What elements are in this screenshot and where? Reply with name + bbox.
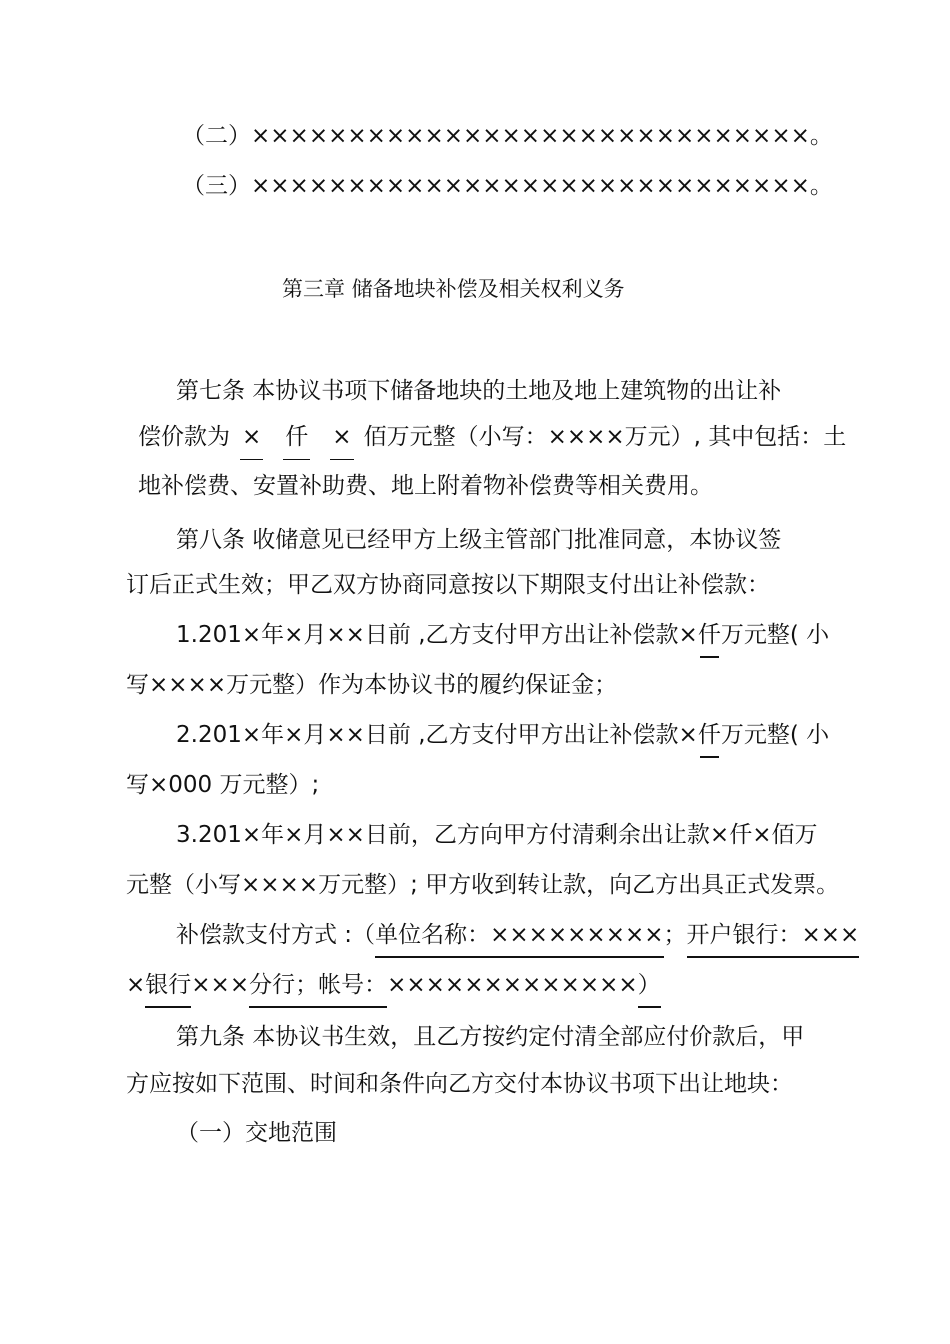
- payment-3-line-2: 元整（小写××××万元整）; 甲方收到转让款，向乙方出具正式发票。: [126, 872, 840, 898]
- item-three: （三）×××××××××××××××××××××××××××××。: [182, 173, 833, 199]
- amount-blank: 仟: [697, 622, 721, 648]
- bank-name-field: 银行: [145, 972, 192, 998]
- chapter-title: 第三章 储备地块补偿及相关权利义务: [282, 277, 625, 301]
- bank-field: 开户银行：×××: [686, 922, 860, 948]
- payment-1-text: 1.201×年×月××日前 ,乙方支付甲方出让补偿款×: [176, 622, 698, 648]
- amount-blank: 仟: [697, 722, 721, 748]
- payment-method-label: 补偿款支付方式 :（: [176, 922, 376, 948]
- amount-blank-2: 仟: [273, 422, 320, 452]
- amount-blank-1: ×: [230, 422, 273, 452]
- closing-paren: ）: [637, 972, 661, 998]
- account-number: ×××××××××××××: [387, 972, 638, 998]
- payment-3-line-1: 3.201×年×月××日前，乙方向甲方付清剩余出让款×仟×佰万: [176, 822, 818, 848]
- article-7-line-2: [138, 422, 846, 452]
- article-8-line-1: 第八条 收储意见已经甲方上级主管部门批准同意，本协议签: [176, 527, 782, 553]
- separator: ；: [663, 922, 687, 948]
- payment-1-line-1: [176, 620, 829, 650]
- payment-method-text: ×××: [191, 972, 250, 998]
- payment-1-text: 万元整( 小: [720, 622, 830, 648]
- article-7-text: 偿价款为: [138, 424, 230, 450]
- payment-2-text: 万元整( 小: [720, 722, 830, 748]
- branch-account-field: 分行；帐号：: [249, 972, 388, 998]
- payment-1-line-2: 写××××万元整）作为本协议书的履约保证金；: [126, 672, 618, 698]
- article-8-line-2: 订后正式生效；甲乙双方协商同意按以下期限支付出让补偿款：: [126, 572, 770, 598]
- article-9-line-1: 第九条 本协议书生效，且乙方按约定付清全部应付价款后，甲: [176, 1024, 805, 1050]
- payment-method-line-1: [176, 920, 859, 950]
- payment-method-text: ×: [126, 972, 146, 998]
- amount-blank-3: ×: [320, 422, 363, 452]
- payment-method-line-2: [126, 970, 661, 1000]
- item-two: （二）×××××××××××××××××××××××××××××。: [182, 123, 833, 149]
- article-7-line-3: 地补偿费、安置补助费、地上附着物补偿费等相关费用。: [138, 473, 713, 499]
- payment-2-text: 2.201×年×月××日前 ,乙方支付甲方出让补偿款×: [176, 722, 698, 748]
- article-7-line-1: 第七条 本协议书项下储备地块的土地及地上建筑物的出让补: [176, 378, 782, 404]
- payment-2-line-2: 写×000 万元整）;: [126, 772, 320, 798]
- article-7-text: 佰万元整（小写：××××万元）, 其中包括：土: [363, 424, 847, 450]
- article-9-sub-1: （一）交地范围: [176, 1120, 337, 1146]
- article-9-line-2: 方应按如下范围、时间和条件向乙方交付本协议书项下出让地块：: [126, 1071, 793, 1097]
- payee-name-field: 单位名称：×××××××××: [375, 922, 664, 948]
- payment-2-line-1: [176, 720, 829, 750]
